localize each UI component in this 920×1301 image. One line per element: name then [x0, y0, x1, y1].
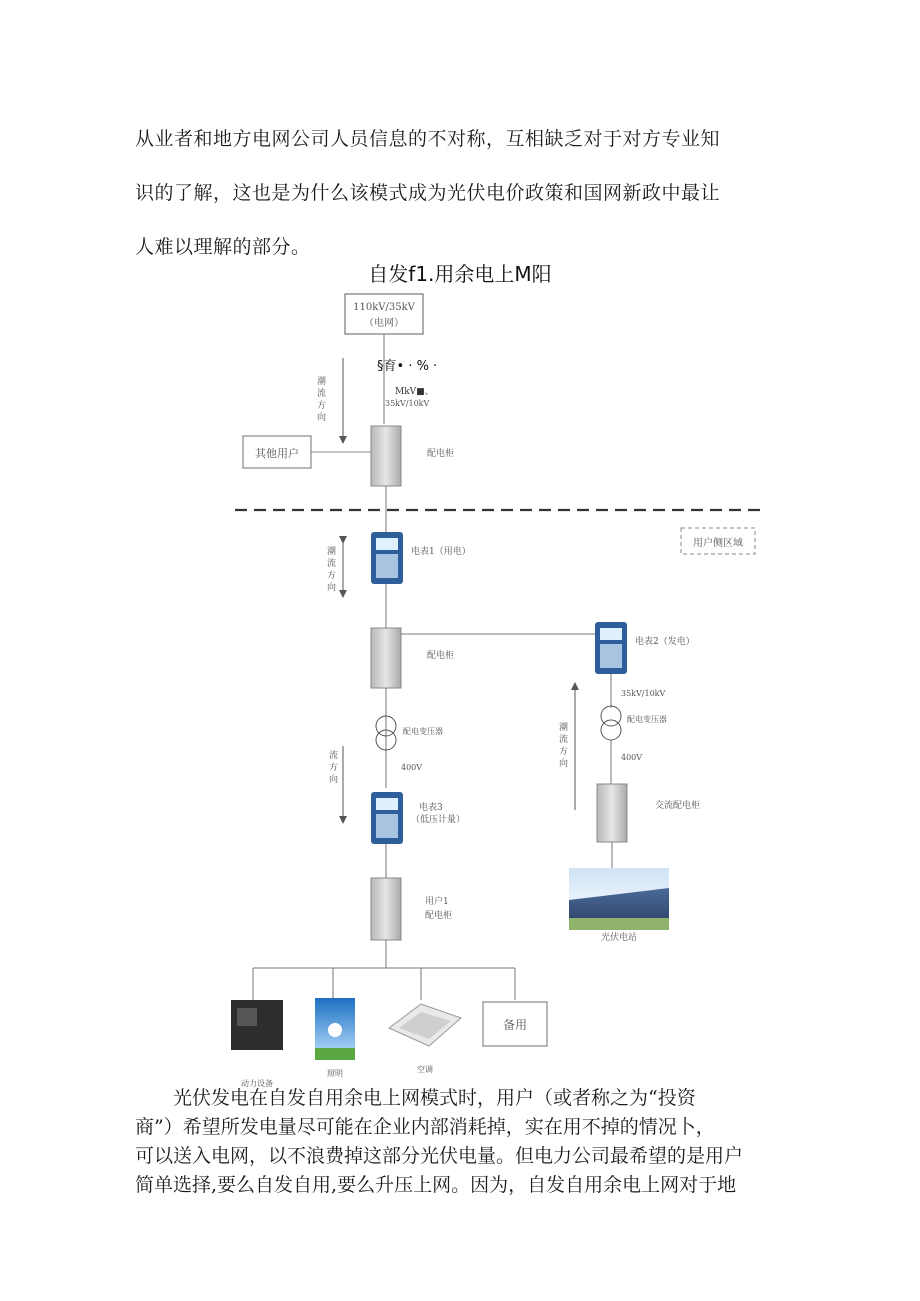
svg-text:向: 向 — [327, 583, 337, 593]
text-line: 可以送入电网，以不浪费掉这部分光伏电量。但电力公司最希望的是用户 — [135, 1145, 744, 1167]
pv-station-label: 光伏电站 — [600, 933, 638, 943]
lighting-icon — [315, 998, 355, 1060]
flow-direction-label — [317, 375, 326, 423]
paragraph-intro — [135, 112, 785, 274]
pv-400v-label: 400V — [621, 753, 643, 762]
dist-cabinet-icon — [371, 426, 401, 486]
svg-text:向: 向 — [317, 413, 327, 423]
user-side-label: 用户侧区域 — [693, 538, 743, 549]
svg-text:流: 流 — [329, 751, 339, 761]
dist-cabinet-label: 配电柜 — [427, 449, 455, 459]
meter3-sublabel: （低压计量） — [411, 815, 466, 825]
load-label-lighting: 照明 — [327, 1069, 343, 1078]
pv-transformer-label: 配电变压器 — [627, 715, 667, 724]
figure-title: 自发f1.用余电上M阳 — [368, 262, 552, 286]
pv-transformer-voltage: 35kV/10kV — [621, 689, 666, 698]
v400-label: 400V — [401, 763, 423, 772]
grid-voltage-label: 110kV/35kV — [353, 302, 415, 313]
dist-cabinet-label-2: 配电柜 — [427, 651, 455, 661]
meter1-icon — [371, 532, 403, 584]
svg-text:向: 向 — [329, 775, 339, 785]
text-line: 商”）希望所发电量尽可能在企业内部消耗掉，实在用不掉的情况卜， — [135, 1116, 715, 1138]
text-line: 人难以理解的部分。 — [135, 236, 311, 258]
ocr-noise-text: §育• · % · — [377, 359, 438, 374]
other-users-label: 其他用户 — [255, 447, 299, 460]
meter3-icon — [371, 792, 403, 844]
text-line: 光伏发电在自发自用余电上网模式时，用户（或者称之为“投资 — [173, 1087, 696, 1109]
pv-grid-diagram — [225, 288, 770, 1088]
load-label-power: 动力设备 — [241, 1079, 273, 1088]
grid-name-label: （电网） — [364, 318, 404, 329]
meter2-label: 电表2（发电） — [635, 637, 695, 647]
paragraph-body — [135, 1084, 790, 1200]
flow-direction-label-3 — [559, 721, 568, 769]
dist-cabinet-icon-2 — [371, 628, 401, 688]
load-label-spare: 备用 — [502, 1018, 528, 1032]
svg-text:潮: 潮 — [559, 723, 569, 733]
meter1-label: 电表1（用电） — [411, 547, 471, 557]
transformer-top-label: 35kV/10kV — [385, 399, 430, 408]
svg-text:方: 方 — [317, 401, 327, 411]
user-cabinet-sublabel: 配电柜 — [425, 911, 453, 921]
flow-direction-label-4 — [329, 749, 338, 785]
flow-direction-label-2 — [327, 545, 336, 593]
svg-text:流: 流 — [317, 389, 327, 399]
svg-text:潮: 潮 — [327, 547, 337, 557]
text-line: 从业者和地方电网公司人员信息的不对称，互相缺乏对于对方专业知 — [135, 128, 721, 150]
svg-text:流: 流 — [559, 735, 569, 745]
meter2-icon — [595, 622, 627, 674]
svg-text:流: 流 — [327, 559, 337, 569]
text-line: 简单选择,要么自发自用,要么升压上网。因为，自发自用余电上网对于地 — [135, 1174, 737, 1196]
ac-cabinet-icon — [597, 784, 627, 842]
air-conditioner-icon — [389, 1004, 461, 1046]
pv-station-image — [569, 868, 669, 930]
svg-text:方: 方 — [329, 763, 339, 773]
user-cabinet-icon — [371, 878, 401, 940]
text-line: 识的了解，这也是为什么该模式成为光伏电价政策和国网新政中最让 — [135, 182, 721, 204]
ocr-noise-text-2: MkV■、 — [395, 387, 434, 397]
svg-text:方: 方 — [559, 747, 569, 757]
meter3-label: 电表3 — [419, 803, 443, 813]
svg-text:方: 方 — [327, 571, 337, 581]
svg-text:向: 向 — [559, 759, 569, 769]
load-label-ac: 空调 — [417, 1065, 433, 1074]
user-cabinet-label: 用户1 — [425, 897, 449, 907]
grid-box — [345, 294, 423, 334]
svg-text:潮: 潮 — [317, 377, 327, 387]
dist-transformer-label: 配电变压器 — [403, 727, 443, 736]
ac-cabinet-label: 交流配电柜 — [655, 801, 701, 811]
power-equipment-icon — [231, 1000, 283, 1050]
